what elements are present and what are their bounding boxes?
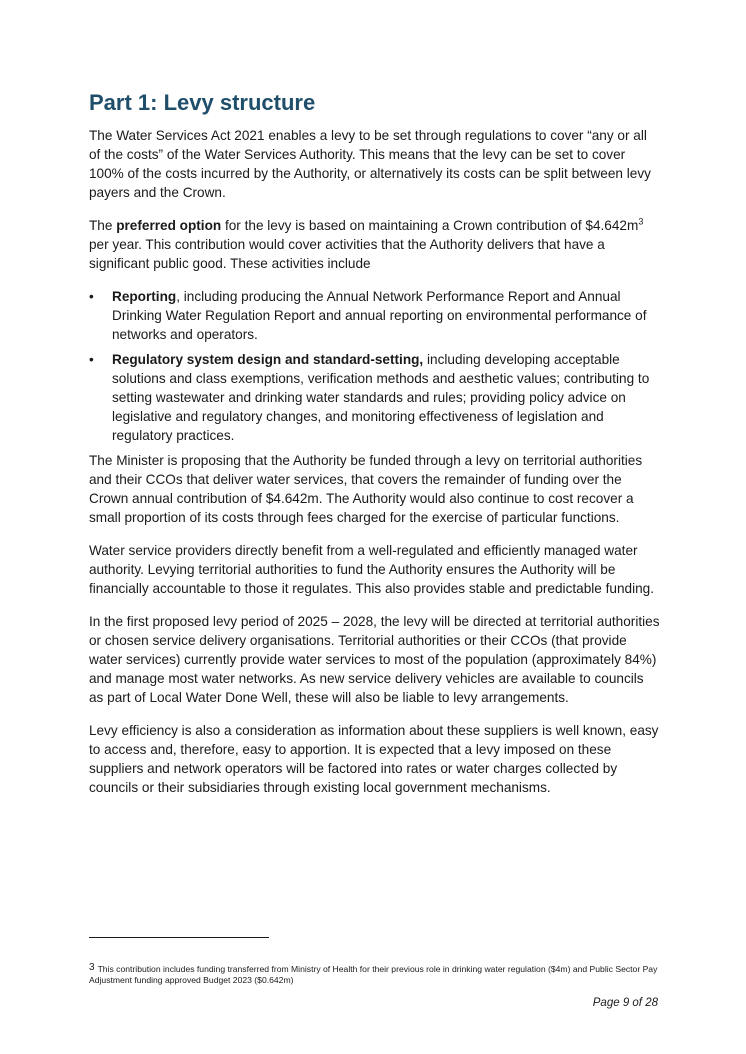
paragraph-preferred-option [89,216,661,273]
paragraph-providers-benefit: Water service providers directly benefit from a well-regulated and efficiently managed water authority. Levying territorial authorities to fund the Authority ensures the Authority will be financially accountable to those it regulates. This also provides stable and predictable funding. [89,543,654,596]
paragraph-minister-proposal: The Minister is proposing that the Authority be funded through a levy on territorial authorities and their CCOs that deliver water services, that covers the remainder of funding over the Crown annual contribution of $4.642m. The Authority would also continue to cost recover a small proportion of its costs through fees charged for the exercise of particular functions. [89,453,643,525]
list-item [89,287,661,344]
list-item-bold: Reporting [112,289,177,304]
p2-mid: for the levy is based on maintaining a Crown contribution of $4.642m [221,218,639,233]
footnote-text: This contribution includes funding transferred from Ministry of Health for their previous role in drinking water regulation ($4m) and Public Sector Pay Adjustment funding approved Budget 2023 ($0.642m) [89,964,658,985]
list-item-text: including developing acceptable solutions and class exemptions, verification methods and aesthetic values; contributing to setting wastewater and drinking water standards and rules; providing policy advice on legislative and regulatory changes, and monitoring effectiveness of legislation and regulatory practices. [112,352,650,443]
p2-post: per year. This contribution would cover activities that the Authority delivers that have a significant public good. These activities include [89,237,605,271]
paragraph-first-levy-period: In the first proposed levy period of 2025 – 2028, the levy will be directed at territorial authorities or chosen service delivery organisations. Territorial authorities or their CCOs (that provide water services) currently provide water services to most of the population (approximately 84%) and manage most water networks. As new service delivery vehicles are available to councils as part of Local Water Done Well, these will also be liable to levy arrangements. [89,614,660,705]
document-body [89,88,661,811]
activities-list [89,287,661,445]
paragraph-levy-efficiency: Levy efficiency is also a consideration as information about these suppliers is well known, easy to access and, therefore, easy to apportion. It is expected that a levy imposed on these suppliers and network operators will be factored into rates or water charges collected by councils or their subsidiaries through existing local government mechanisms. [89,723,659,795]
p2-bold: preferred option [116,218,222,233]
footnote-divider [89,937,269,938]
page-number: Page 9 of 28 [592,997,658,1009]
bullet-icon: • [89,289,94,304]
list-item-text: , including producing the Annual Network Performance Report and Annual Drinking Water Regulation Report and annual reporting on environmental performance of networks and operators. [112,289,647,342]
footnote [89,964,659,986]
paragraph-levy-act: The Water Services Act 2021 enables a levy to be set through regulations to cover “any or all of the costs” of the Water Services Authority. This means that the levy can be set to cover 100% of the costs incurred by the Authority, or alternatively its costs can be split between levy payers and the Crown. [89,128,651,200]
list-item [89,350,661,445]
footnote-number: 3 [89,962,95,973]
bullet-icon: • [89,352,94,367]
list-item-bold: Regulatory system design and standard-setting, [112,352,424,367]
page-heading: Part 1: Levy structure [89,90,316,115]
footnote-ref[interactable]: 3 [638,216,644,227]
p2-pre: The [89,218,117,233]
